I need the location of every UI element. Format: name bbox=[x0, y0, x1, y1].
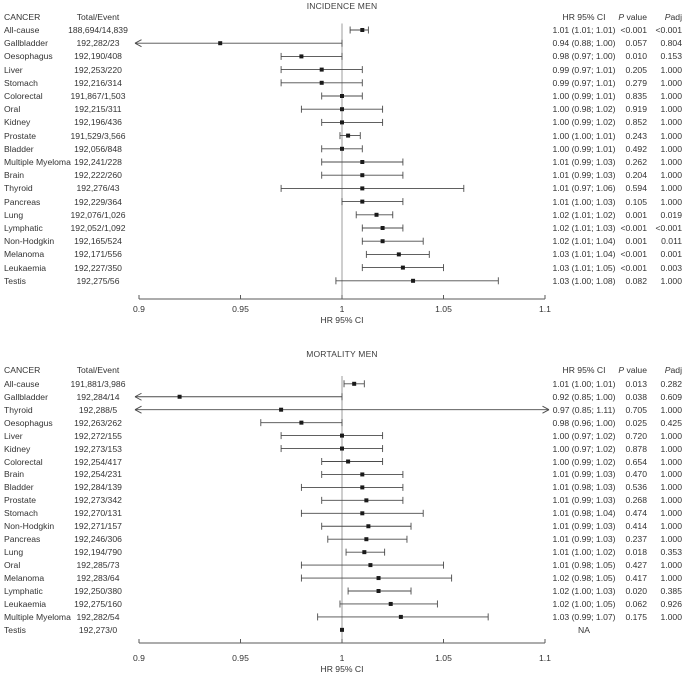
axis-tick-label: 1.1 bbox=[539, 652, 551, 663]
p-value: 0.038 bbox=[625, 391, 647, 402]
total-event-value: 192,284/139 bbox=[74, 482, 122, 493]
hr-ci-value: 1.01 (0.99; 1.03) bbox=[552, 469, 616, 480]
hr-point-marker bbox=[377, 576, 381, 580]
hr-ci-value: 1.02 (1.00; 1.03) bbox=[552, 586, 616, 596]
cancer-label: Colorectal bbox=[4, 456, 43, 467]
p-value: 0.279 bbox=[625, 77, 647, 88]
cancer-label: All-cause bbox=[4, 378, 40, 389]
padj-value: 1.000 bbox=[660, 183, 682, 194]
hr-ci-value: 1.00 (1.00; 1.01) bbox=[552, 130, 616, 141]
cancer-label: Non-Hodgkin bbox=[4, 521, 55, 532]
p-value-italic: P bbox=[618, 365, 625, 375]
hr-ci-value: 1.00 (0.99; 1.01) bbox=[552, 143, 616, 154]
cancer-label: Bladder bbox=[4, 143, 34, 154]
axis-tick-label: 1.05 bbox=[435, 652, 452, 663]
p-value: 0.427 bbox=[625, 560, 647, 571]
total-event-value: 192,275/160 bbox=[74, 598, 122, 609]
cancer-label: Multiple Myeloma bbox=[4, 157, 71, 167]
hr-ci-value: 1.00 (0.97; 1.02) bbox=[552, 430, 616, 441]
hr-ci-value: 1.01 (0.99; 1.03) bbox=[552, 495, 616, 506]
column-header-total-event: Total/Event bbox=[76, 365, 120, 375]
cancer-label: Liver bbox=[4, 64, 23, 75]
padj-value: 0.019 bbox=[660, 209, 682, 220]
cancer-label: Bladder bbox=[4, 482, 34, 493]
hr-point-marker bbox=[279, 408, 283, 412]
hr-point-marker bbox=[381, 226, 385, 230]
padj-value: 1.000 bbox=[660, 573, 682, 584]
cancer-label: Pancreas bbox=[4, 196, 41, 207]
cancer-label: Oral bbox=[4, 560, 21, 571]
hr-ci-value: 1.01 (0.98; 1.04) bbox=[552, 508, 616, 519]
total-event-value: 192,196/436 bbox=[74, 117, 122, 128]
hr-ci-value: 0.99 (0.97; 1.01) bbox=[552, 64, 616, 75]
hr-point-marker bbox=[178, 395, 182, 399]
padj-value bbox=[634, 624, 682, 636]
p-value: 0.414 bbox=[625, 521, 647, 532]
hr-point-marker bbox=[360, 511, 364, 515]
hr-point-marker bbox=[364, 537, 368, 541]
hr-ci-value: NA bbox=[578, 624, 590, 635]
p-value: <0.001 bbox=[620, 25, 647, 35]
hr-ci-value: 0.94 (0.88; 1.00) bbox=[552, 38, 616, 49]
hr-ci-value: 1.01 (0.98; 1.05) bbox=[552, 560, 616, 571]
padj-value: 0.609 bbox=[660, 391, 682, 402]
hr-point-marker bbox=[401, 266, 405, 270]
hr-ci-value: 1.03 (0.99; 1.07) bbox=[552, 611, 616, 622]
mortality-panel bbox=[0, 340, 685, 679]
cancer-label: Lung bbox=[4, 547, 24, 558]
hr-point-marker bbox=[340, 434, 344, 438]
cancer-label: Leukaemia bbox=[4, 598, 47, 609]
cancer-label: Testis bbox=[4, 275, 26, 286]
total-event-value: 192,229/364 bbox=[74, 196, 122, 207]
p-value: 0.594 bbox=[625, 183, 647, 194]
padj-value: 1.000 bbox=[660, 196, 682, 207]
hr-point-marker bbox=[360, 472, 364, 476]
x-axis-label-mortality: HR 95% CI bbox=[320, 664, 364, 674]
total-event-value: 192,270/131 bbox=[74, 508, 122, 519]
axis-tick-label: 1 bbox=[339, 303, 345, 314]
cancer-label: Oral bbox=[4, 104, 21, 115]
hr-point-marker bbox=[360, 28, 364, 32]
padj-value: 1.000 bbox=[660, 495, 682, 506]
hr-ci-value: 1.01 (0.99; 1.03) bbox=[552, 157, 616, 167]
hr-point-marker bbox=[360, 485, 364, 489]
total-event-value: 192,052/1,092 bbox=[70, 223, 126, 233]
hr-point-marker bbox=[375, 213, 379, 217]
padj-value: 1.000 bbox=[660, 404, 682, 415]
hr-ci-value: 0.98 (0.97; 1.00) bbox=[552, 51, 616, 62]
total-event-value: 192,253/220 bbox=[74, 64, 122, 75]
total-event-value: 192,282/23 bbox=[76, 38, 120, 49]
hr-point-marker bbox=[218, 41, 222, 45]
chart-title-incidence: INCIDENCE MEN bbox=[306, 1, 378, 11]
hr-point-marker bbox=[366, 524, 370, 528]
p-value: 0.025 bbox=[625, 417, 647, 428]
padj-value: 1.000 bbox=[660, 117, 682, 128]
total-event-value: 192,190/408 bbox=[74, 51, 122, 62]
cancer-label: Leukaemia bbox=[4, 262, 47, 273]
hr-ci-value: 1.02 (0.98; 1.05) bbox=[552, 573, 616, 584]
p-value: 0.536 bbox=[625, 482, 647, 493]
padj-rest: adj bbox=[670, 12, 682, 22]
total-event-value: 192,272/155 bbox=[74, 430, 122, 441]
hr-point-marker bbox=[389, 602, 393, 606]
p-value: 0.237 bbox=[625, 534, 647, 545]
p-value: 0.492 bbox=[625, 143, 647, 154]
chart-title-mortality: MORTALITY MEN bbox=[306, 349, 378, 359]
hr-point-marker bbox=[340, 120, 344, 124]
hr-point-marker bbox=[411, 279, 415, 283]
p-value: 0.474 bbox=[625, 508, 647, 519]
p-value: 0.205 bbox=[625, 64, 647, 75]
hr-point-marker bbox=[340, 147, 344, 151]
total-event-value: 192,194/790 bbox=[74, 547, 122, 558]
hr-point-marker bbox=[397, 252, 401, 256]
cancer-label: Testis bbox=[4, 624, 26, 635]
padj-value: 1.000 bbox=[660, 534, 682, 545]
p-value-rest: value bbox=[624, 365, 647, 375]
total-event-value: 192,273/342 bbox=[74, 495, 122, 506]
p-value: 0.720 bbox=[625, 430, 647, 441]
hr-ci-value: 1.01 (1.00; 1.03) bbox=[552, 196, 616, 207]
padj-value: <0.001 bbox=[655, 223, 682, 233]
hr-point-marker bbox=[381, 239, 385, 243]
total-event-value: 192,263/262 bbox=[74, 417, 122, 428]
hr-point-marker bbox=[360, 160, 364, 164]
column-header-padj bbox=[634, 11, 682, 23]
cancer-label: Kidney bbox=[4, 117, 31, 128]
padj-value: 0.282 bbox=[660, 378, 682, 389]
padj-value: 1.000 bbox=[660, 430, 682, 441]
padj-value: 1.000 bbox=[660, 508, 682, 519]
total-event-value: 192,254/417 bbox=[74, 456, 122, 467]
p-value: <0.001 bbox=[620, 262, 647, 273]
cancer-label: Oesophagus bbox=[4, 417, 53, 428]
cancer-label: Oesophagus bbox=[4, 51, 53, 62]
hr-ci-value: 1.02 (1.01; 1.02) bbox=[552, 209, 616, 220]
hr-ci-value: 1.01 (1.01; 1.01) bbox=[552, 25, 616, 35]
hr-ci-value: 0.92 (0.85; 1.00) bbox=[552, 391, 616, 402]
cancer-label: Liver bbox=[4, 430, 23, 441]
cancer-label: Kidney bbox=[4, 443, 31, 454]
hr-ci-value: 1.01 (0.98; 1.03) bbox=[552, 482, 616, 493]
padj-value: 1.000 bbox=[660, 611, 682, 622]
total-event-value: 192,250/380 bbox=[74, 586, 122, 596]
padj-value: 1.000 bbox=[660, 469, 682, 480]
cancer-label: Thyroid bbox=[4, 404, 33, 415]
cancer-label: Stomach bbox=[4, 508, 38, 519]
total-event-value: 192,273/153 bbox=[74, 443, 122, 454]
padj-value: 1.000 bbox=[660, 104, 682, 115]
hr-point-marker bbox=[368, 563, 372, 567]
cancer-label: Thyroid bbox=[4, 183, 33, 194]
hr-point-marker bbox=[340, 94, 344, 98]
p-value: 0.654 bbox=[625, 456, 647, 467]
hr-ci-value: 1.02 (1.01; 1.04) bbox=[552, 236, 616, 247]
padj-value: 0.011 bbox=[661, 236, 682, 247]
p-value: <0.001 bbox=[620, 249, 647, 260]
padj-value: 1.000 bbox=[660, 275, 682, 286]
cancer-label: Brain bbox=[4, 469, 25, 480]
column-header-hr-ci: HR 95% CI bbox=[562, 365, 606, 375]
total-event-value: 191,881/3,986 bbox=[70, 378, 126, 389]
cancer-label: Brain bbox=[4, 170, 25, 181]
hr-ci-value: 1.00 (0.97; 1.02) bbox=[552, 443, 616, 454]
p-value: 0.835 bbox=[625, 91, 647, 101]
total-event-value: 192,283/64 bbox=[76, 573, 120, 584]
hr-ci-value: 1.00 (0.98; 1.02) bbox=[552, 104, 616, 115]
padj-value: 1.000 bbox=[660, 157, 682, 167]
total-event-value: 188,694/14,839 bbox=[68, 25, 128, 35]
total-event-value: 192,215/311 bbox=[74, 104, 122, 115]
hr-ci-value: 1.03 (1.00; 1.08) bbox=[552, 275, 616, 286]
p-value: 0.204 bbox=[625, 170, 647, 181]
cancer-label: Colorectal bbox=[4, 91, 43, 101]
column-header-padj bbox=[634, 364, 682, 376]
padj-value: 1.000 bbox=[660, 64, 682, 75]
p-value: 0.013 bbox=[625, 378, 647, 389]
padj-value: 0.804 bbox=[660, 38, 682, 49]
padj-value: 0.425 bbox=[660, 417, 682, 428]
hr-point-marker bbox=[360, 200, 364, 204]
hr-point-marker bbox=[399, 615, 403, 619]
hr-ci-value: 1.01 (1.00; 1.02) bbox=[552, 547, 616, 558]
hr-ci-value: 1.01 (0.99; 1.03) bbox=[552, 170, 616, 181]
axis-tick-label: 0.95 bbox=[232, 303, 249, 314]
hr-ci-value: 1.02 (1.01; 1.03) bbox=[552, 223, 616, 233]
padj-value: 1.000 bbox=[660, 443, 682, 454]
total-event-value: 192,275/56 bbox=[76, 275, 120, 286]
total-event-value: 192,282/54 bbox=[76, 611, 120, 622]
padj-value: 1.000 bbox=[660, 560, 682, 571]
hr-point-marker bbox=[364, 498, 368, 502]
p-value: 0.852 bbox=[625, 117, 647, 128]
cancer-label: Multiple Myeloma bbox=[4, 611, 71, 622]
x-axis-label-incidence: HR 95% CI bbox=[320, 315, 364, 325]
hr-ci-value: 1.00 (0.99; 1.02) bbox=[552, 456, 616, 467]
hr-ci-value: 1.01 (0.99; 1.03) bbox=[552, 534, 616, 545]
p-value: 0.001 bbox=[625, 209, 647, 220]
hr-ci-value: 0.97 (0.85; 1.11) bbox=[552, 404, 616, 415]
total-event-value: 192,276/43 bbox=[76, 183, 120, 194]
hr-ci-value: 1.01 (0.97; 1.06) bbox=[552, 183, 616, 194]
padj-value: <0.001 bbox=[655, 25, 682, 35]
p-value: 0.001 bbox=[625, 236, 647, 247]
padj-value: 1.000 bbox=[660, 170, 682, 181]
hr-ci-value: 0.99 (0.97; 1.01) bbox=[552, 77, 616, 88]
padj-value: 0.385 bbox=[660, 586, 682, 596]
p-value: 0.268 bbox=[625, 495, 647, 506]
padj-italic: P bbox=[664, 365, 671, 375]
p-value: 0.705 bbox=[625, 404, 647, 415]
hr-point-marker bbox=[346, 460, 350, 464]
hr-ci-value: 1.03 (1.01; 1.04) bbox=[552, 249, 616, 260]
total-event-value: 192,165/524 bbox=[74, 236, 122, 247]
axis-tick-label: 1 bbox=[339, 652, 345, 663]
p-value-italic: P bbox=[618, 12, 625, 22]
p-value: 0.105 bbox=[625, 196, 647, 207]
padj-rest: adj bbox=[670, 365, 682, 375]
cancer-label: Stomach bbox=[4, 77, 38, 88]
padj-value: 0.001 bbox=[660, 249, 682, 260]
p-value: 0.020 bbox=[625, 586, 647, 596]
total-event-value: 192,271/157 bbox=[74, 521, 122, 532]
p-value: 0.018 bbox=[625, 547, 647, 558]
total-event-value: 192,076/1,026 bbox=[70, 209, 126, 220]
p-value: 0.878 bbox=[625, 443, 647, 454]
hr-point-marker bbox=[362, 550, 366, 554]
padj-value: 1.000 bbox=[660, 482, 682, 493]
padj-value: 0.926 bbox=[660, 598, 682, 609]
padj-value: 1.000 bbox=[660, 130, 682, 141]
p-value: 0.010 bbox=[625, 51, 647, 62]
padj-value: 1.000 bbox=[660, 456, 682, 467]
p-value-rest: value bbox=[624, 12, 647, 22]
hr-ci-value: 0.98 (0.96; 1.00) bbox=[552, 417, 616, 428]
padj-value: 0.153 bbox=[660, 51, 682, 62]
hr-point-marker bbox=[360, 173, 364, 177]
total-event-value: 191,867/1,503 bbox=[70, 91, 126, 101]
total-event-value: 192,241/228 bbox=[74, 157, 122, 167]
column-header-cancer: CANCER bbox=[4, 365, 41, 375]
total-event-value: 192,284/14 bbox=[76, 391, 120, 402]
hr-ci-value: 1.00 (0.99; 1.02) bbox=[552, 117, 616, 128]
hr-ci-value: 1.03 (1.01; 1.05) bbox=[552, 262, 616, 273]
hr-ci-value: 1.01 (0.99; 1.03) bbox=[552, 521, 616, 532]
axis-tick-label: 1.1 bbox=[539, 303, 551, 314]
cancer-label: Melanoma bbox=[4, 249, 45, 260]
axis-tick-label: 0.9 bbox=[133, 652, 145, 663]
cancer-label: Lung bbox=[4, 209, 24, 220]
hr-point-marker bbox=[299, 54, 303, 58]
total-event-value: 191,529/3,566 bbox=[70, 130, 126, 141]
p-value: 0.057 bbox=[625, 38, 647, 49]
column-header-hr-ci: HR 95% CI bbox=[562, 12, 606, 22]
hr-ci-value: 1.00 (0.99; 1.01) bbox=[552, 91, 616, 101]
padj-value: 1.000 bbox=[660, 77, 682, 88]
padj-value: 0.353 bbox=[660, 547, 682, 558]
padj-value: 0.003 bbox=[660, 262, 682, 273]
hr-ci-value: 1.01 (1.00; 1.01) bbox=[552, 378, 616, 389]
column-header-cancer: CANCER bbox=[4, 12, 41, 22]
hr-point-marker bbox=[299, 421, 303, 425]
total-event-value: 192,254/231 bbox=[74, 469, 122, 480]
total-event-value: 192,273/0 bbox=[78, 624, 118, 635]
total-event-value: 192,222/260 bbox=[74, 170, 122, 181]
total-event-value: 192,285/73 bbox=[76, 560, 120, 571]
hr-ci-value: 1.02 (1.00; 1.05) bbox=[552, 598, 616, 609]
padj-value: 1.000 bbox=[660, 143, 682, 154]
cancer-label: Gallbladder bbox=[4, 391, 48, 402]
cancer-label: Lymphatic bbox=[4, 223, 43, 233]
hr-point-marker bbox=[346, 134, 350, 138]
padj-italic: P bbox=[664, 12, 671, 22]
cancer-label: Non-Hodgkin bbox=[4, 236, 55, 247]
hr-point-marker bbox=[320, 68, 324, 72]
cancer-label: Melanoma bbox=[4, 573, 45, 584]
p-value: 0.417 bbox=[625, 573, 647, 584]
padj-value: 1.000 bbox=[660, 521, 682, 532]
p-value: 0.919 bbox=[625, 104, 647, 115]
hr-point-marker bbox=[377, 589, 381, 593]
total-event-value: 192,288/5 bbox=[78, 404, 118, 415]
total-event-value: 192,227/350 bbox=[74, 262, 122, 273]
axis-tick-label: 0.95 bbox=[232, 652, 249, 663]
p-value: <0.001 bbox=[620, 223, 647, 233]
p-value: 0.470 bbox=[625, 469, 647, 480]
cancer-label: All-cause bbox=[4, 25, 40, 35]
axis-tick-label: 0.9 bbox=[133, 303, 145, 314]
cancer-label: Gallbladder bbox=[4, 38, 48, 49]
padj-value: 1.000 bbox=[660, 91, 682, 101]
p-value: 0.262 bbox=[625, 157, 647, 167]
hr-point-marker bbox=[340, 107, 344, 111]
hr-point-marker bbox=[340, 447, 344, 451]
p-value: 0.243 bbox=[625, 130, 647, 141]
total-event-value: 192,216/314 bbox=[74, 77, 122, 88]
cancer-label: Pancreas bbox=[4, 534, 41, 545]
p-value: 0.175 bbox=[625, 611, 647, 622]
hr-point-marker bbox=[352, 382, 356, 386]
p-value: 0.082 bbox=[625, 275, 647, 286]
total-event-value: 192,056/848 bbox=[74, 143, 122, 154]
hr-point-marker bbox=[360, 186, 364, 190]
axis-tick-label: 1.05 bbox=[435, 303, 452, 314]
total-event-value: 192,171/556 bbox=[74, 249, 122, 260]
cancer-label: Prostate bbox=[4, 130, 37, 141]
column-header-total-event: Total/Event bbox=[76, 12, 120, 22]
cancer-label: Prostate bbox=[4, 495, 37, 506]
hr-point-marker bbox=[340, 628, 344, 632]
cancer-label: Lymphatic bbox=[4, 586, 43, 596]
total-event-value: 192,246/306 bbox=[74, 534, 122, 545]
p-value: 0.062 bbox=[625, 598, 647, 609]
hr-point-marker bbox=[320, 81, 324, 85]
